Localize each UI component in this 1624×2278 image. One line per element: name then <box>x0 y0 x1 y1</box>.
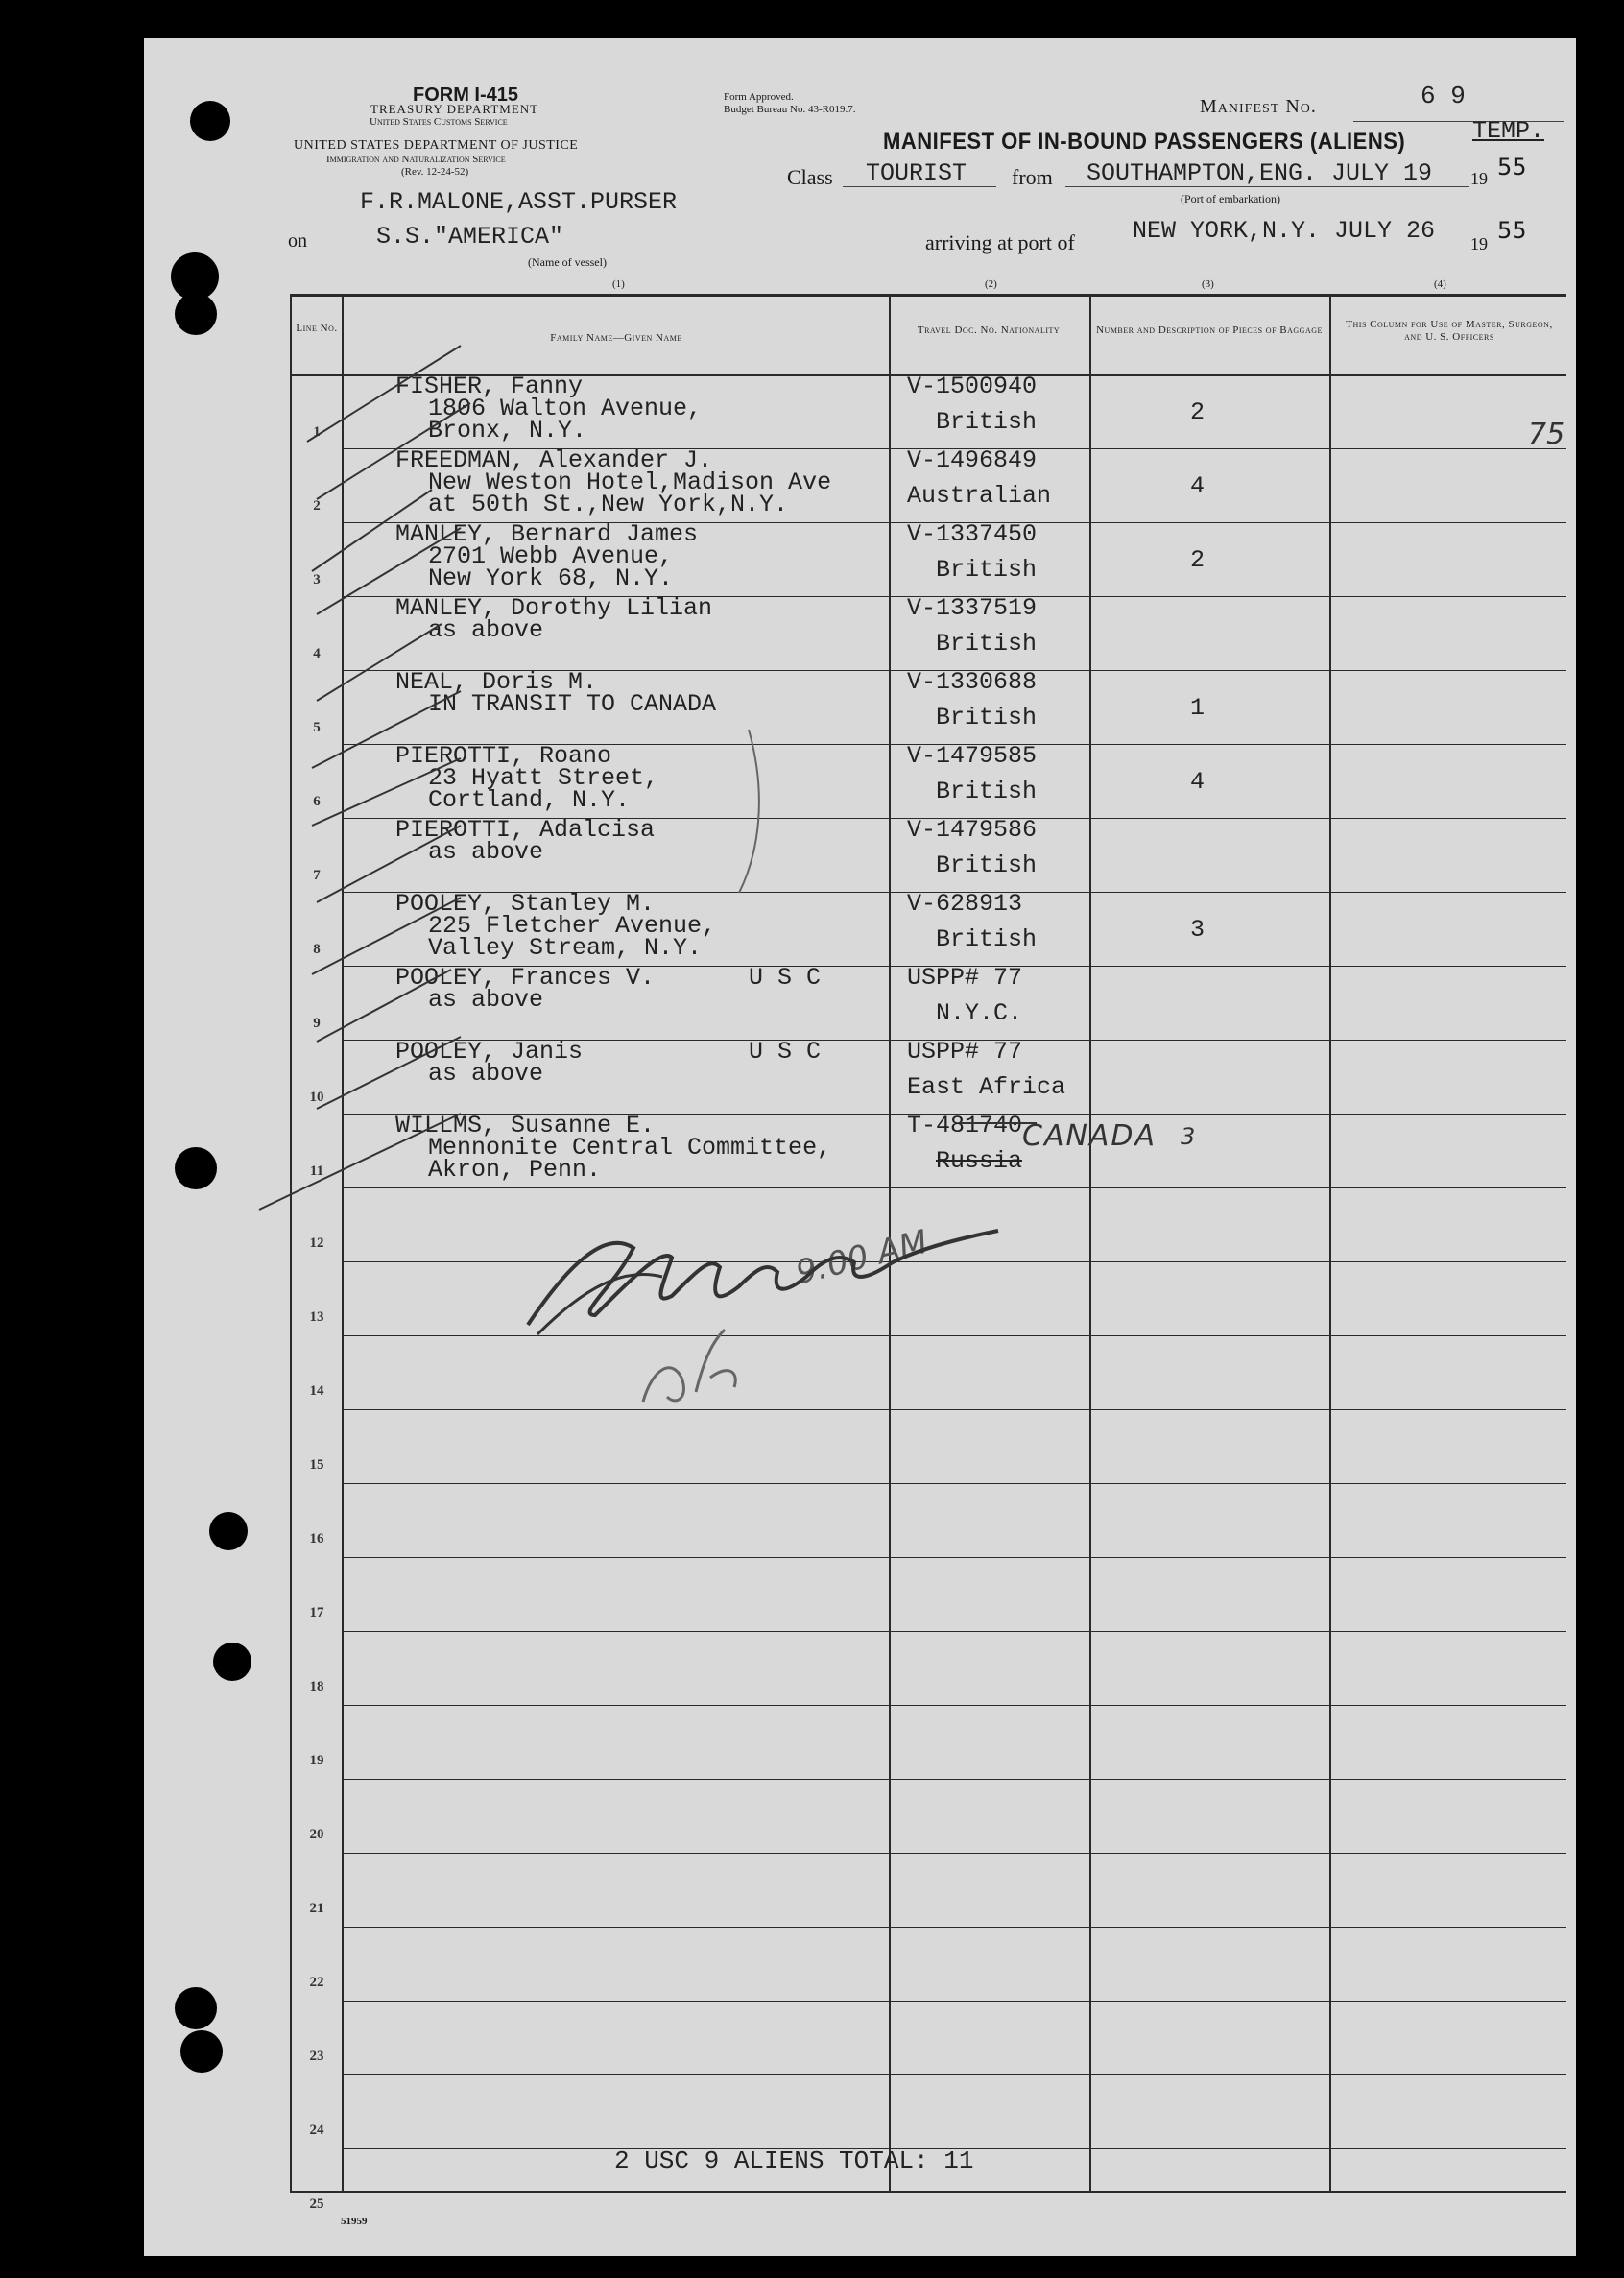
passenger-address-1: as above <box>428 1060 544 1088</box>
colnum-2: (2) <box>985 278 997 290</box>
line-number: 18 <box>309 1679 324 1694</box>
passenger-name: MANLEY, Bernard James <box>395 520 699 548</box>
passenger-address-1: New Weston Hotel,Madison Ave <box>428 468 832 496</box>
line-number: 12 <box>309 1235 324 1251</box>
travel-doc-no: T-481740 <box>907 1112 1023 1139</box>
travel-doc-no: V-1337519 <box>907 594 1038 622</box>
travel-doc-no: V-1479585 <box>907 742 1038 770</box>
line-number: 15 <box>309 1457 324 1473</box>
line-number: 22 <box>309 1975 324 1990</box>
travel-doc-no: USPP# 77 <box>907 964 1023 992</box>
passenger-address-1: as above <box>428 616 544 644</box>
time-note: 9:00 AM <box>792 1222 932 1293</box>
header-officers: This Column for Use of Master, Surgeon, and U. S. Officers <box>1346 319 1553 343</box>
passenger-address-2: Cortland, N.Y. <box>428 786 631 814</box>
passenger-address-2: Valley Stream, N.Y. <box>428 934 703 962</box>
treasury-department: TREASURY DEPARTMENT <box>370 102 539 116</box>
travel-doc-no: V-1330688 <box>907 668 1038 696</box>
passenger-name: PIEROTTI, Adalcisa <box>395 816 656 844</box>
nationality: Russia <box>936 1147 1023 1175</box>
manifest-no: 6 9 <box>1421 82 1466 110</box>
from-value: SOUTHAMPTON,ENG. JULY 19 <box>1087 159 1433 187</box>
line-number: 13 <box>309 1309 324 1325</box>
officer-name: F.R.MALONE,ASST.PURSER <box>360 188 678 216</box>
port-caption: (Port of embarkation) <box>1181 192 1280 205</box>
line-number: 11 <box>309 1163 324 1179</box>
line-number: 23 <box>309 2049 324 2064</box>
usc-marker: U S C <box>749 1038 822 1066</box>
line-number: 6 <box>313 794 321 809</box>
passenger-name: NEAL, Doris M. <box>395 668 598 696</box>
manifest-title: MANIFEST OF IN-BOUND PASSENGERS (ALIENS) <box>883 129 1406 155</box>
colnum-4: (4) <box>1434 278 1446 290</box>
line-number: 21 <box>309 1901 324 1916</box>
line-number: 14 <box>309 1383 324 1399</box>
passenger-name: FISHER, Fanny <box>395 372 584 400</box>
budget-bureau: Budget Bureau No. 43-R019.7. <box>724 104 856 115</box>
line-number: 1 <box>313 424 321 440</box>
passenger-name: MANLEY, Dorothy Lilian <box>395 594 713 622</box>
usc-marker: U S C <box>749 964 822 992</box>
line-number: 5 <box>313 720 321 735</box>
passenger-name: POOLEY, Stanley M. <box>395 890 656 918</box>
passenger-name: PIEROTTI, Roano <box>395 742 612 770</box>
revision: (Rev. 12-24-52) <box>401 166 469 178</box>
nationality: British <box>936 556 1038 584</box>
customs-service: United States Customs Service <box>370 116 508 128</box>
form-number: FORM I-415 <box>413 84 519 106</box>
header-name: Family Name—Given Name <box>550 332 682 344</box>
header-baggage: Number and Description of Pieces of Baggage <box>1096 324 1323 336</box>
travel-doc-no: V-1496849 <box>907 446 1038 474</box>
passenger-name: WILLMS, Susanne E. <box>395 1112 656 1139</box>
passenger-name: POOLEY, Janis <box>395 1038 584 1066</box>
line-number: 24 <box>309 2122 324 2138</box>
footer-code: 51959 <box>341 2216 368 2227</box>
total-line: 2 USC 9 ALIENS TOTAL: 11 <box>614 2146 974 2175</box>
baggage-count: 2 <box>1190 398 1206 426</box>
year-prefix: 19 <box>1470 169 1488 188</box>
travel-doc-no: USPP# 77 <box>907 1038 1023 1066</box>
nationality: Australian <box>907 482 1052 510</box>
nationality: N.Y.C. <box>936 999 1023 1027</box>
header-doc: Travel Doc. No. Nationality <box>917 324 1061 336</box>
line-number: 3 <box>313 572 321 587</box>
colnum-3: (3) <box>1202 278 1214 290</box>
on-label: on <box>288 230 307 252</box>
passenger-address-1: IN TRANSIT TO CANADA <box>428 690 717 718</box>
passenger-name: FREEDMAN, Alexander J. <box>395 446 713 474</box>
class-label: Class <box>787 165 833 189</box>
line-number: 9 <box>313 1016 321 1031</box>
travel-doc-no: V-1500940 <box>907 372 1038 400</box>
arriving-value: NEW YORK,N.Y. JULY 26 <box>1133 217 1436 245</box>
travel-doc-no: V-1479586 <box>907 816 1038 844</box>
manifest-sheet <box>144 38 1576 2256</box>
vessel-name: S.S."AMERICA" <box>376 223 564 251</box>
header-line-no: Line No. <box>296 323 338 334</box>
temp-mark: TEMP. <box>1472 117 1545 145</box>
year-value: 55 <box>1497 154 1527 180</box>
doj-line: UNITED STATES DEPARTMENT OF JUSTICE <box>294 138 579 153</box>
baggage-11: 3 <box>1181 1123 1196 1150</box>
nationality: East Africa <box>907 1073 1066 1101</box>
check-marks <box>144 38 1576 2256</box>
baggage-count: 4 <box>1190 472 1206 500</box>
nationality: British <box>936 851 1038 879</box>
year2-value: 55 <box>1497 217 1527 244</box>
vessel-caption: (Name of vessel) <box>528 255 607 269</box>
travel-doc-no: V-628913 <box>907 890 1023 918</box>
line-number: 20 <box>309 1827 324 1842</box>
passenger-address-1: as above <box>428 838 544 866</box>
line-number: 17 <box>309 1605 324 1620</box>
from-label: from <box>1012 165 1053 189</box>
nationality: British <box>936 925 1038 953</box>
passenger-address-1: 23 Hyatt Street, <box>428 764 659 792</box>
officer-mark: 75 <box>1528 418 1565 451</box>
year2-prefix: 19 <box>1470 234 1488 253</box>
line-number: 16 <box>309 1531 324 1547</box>
line-number: 25 <box>309 2196 324 2212</box>
nationality: British <box>936 704 1038 731</box>
baggage-count: 1 <box>1190 694 1206 722</box>
passenger-address-2: New York 68, N.Y. <box>428 564 674 592</box>
ins-line: Immigration and Naturalization Service <box>326 154 506 165</box>
form-approved: Form Approved. <box>724 91 794 103</box>
line-number: 8 <box>313 942 321 957</box>
passenger-address-1: 2701 Webb Avenue, <box>428 542 674 570</box>
colnum-1: (1) <box>612 278 625 290</box>
canada-note: CANADA <box>1022 1119 1158 1153</box>
baggage-count: 4 <box>1190 768 1206 796</box>
arriving-label: arriving at port of <box>925 230 1075 254</box>
nationality: British <box>936 630 1038 658</box>
passenger-address-1: as above <box>428 986 544 1014</box>
passenger-name: POOLEY, Frances V. <box>395 964 656 992</box>
passenger-address-2: Bronx, N.Y. <box>428 417 587 444</box>
line-number: 10 <box>309 1090 324 1105</box>
line-number: 2 <box>313 498 321 514</box>
passenger-address-1: 225 Fletcher Avenue, <box>428 912 717 940</box>
manifest-no-label: Manifest No. <box>1200 96 1317 117</box>
passenger-address-2: at 50th St.,New York,N.Y. <box>428 491 789 518</box>
nationality: British <box>936 778 1038 805</box>
line-number: 7 <box>313 868 321 883</box>
travel-doc-no: V-1337450 <box>907 520 1038 548</box>
baggage-count: 2 <box>1190 546 1206 574</box>
passenger-address-2: Akron, Penn. <box>428 1156 602 1184</box>
nationality: British <box>936 408 1038 436</box>
baggage-count: 3 <box>1190 916 1206 944</box>
passenger-address-1: Mennonite Central Committee, <box>428 1134 832 1162</box>
line-number: 19 <box>309 1753 324 1768</box>
line-number: 4 <box>313 646 321 661</box>
class-value: TOURIST <box>866 159 967 187</box>
passenger-address-1: 1806 Walton Avenue, <box>428 395 703 422</box>
